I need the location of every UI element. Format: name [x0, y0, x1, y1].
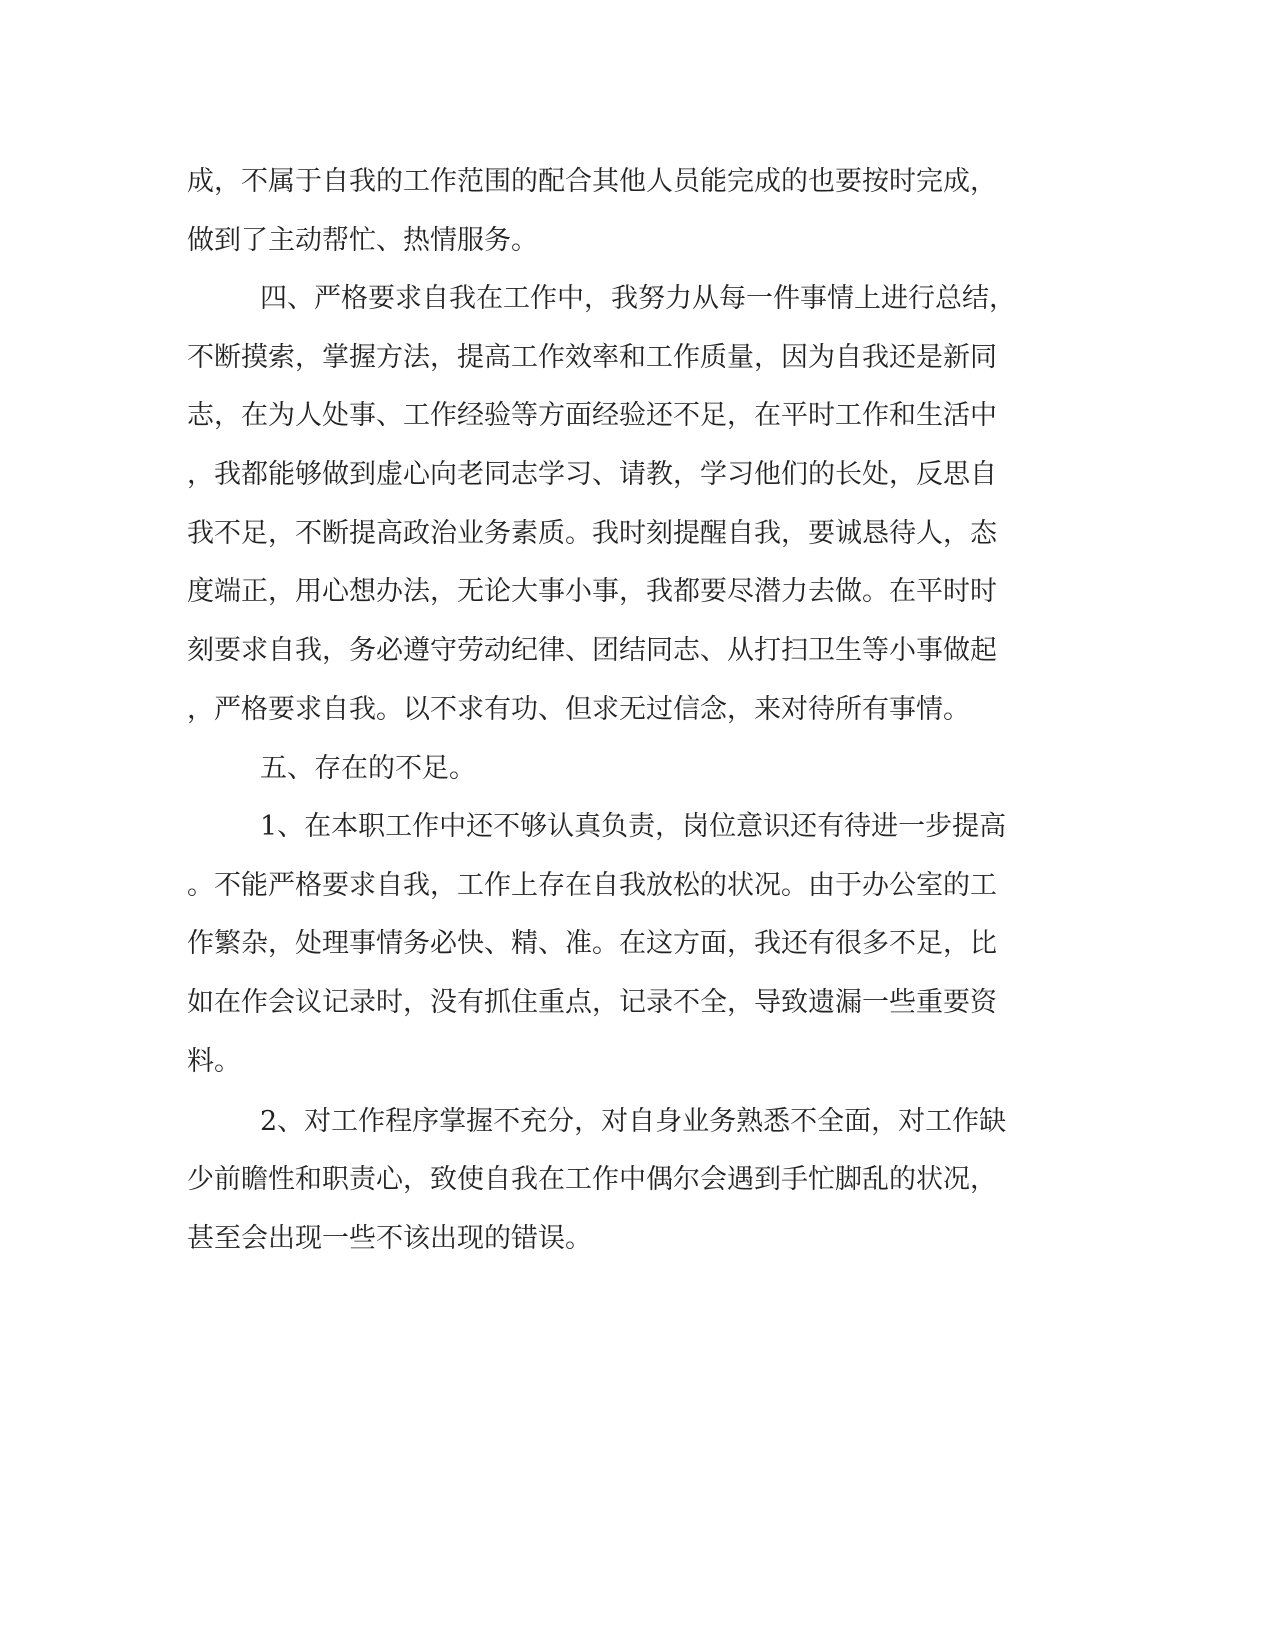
text-line: 作繁杂，处理事情务必快、精、准。在这方面，我还有很多不足，比	[187, 928, 997, 959]
text-line: 度端正，用心想办法，无论大事小事，我都要尽潜力去做。在平时时	[187, 576, 997, 607]
text-line: 志，在为人处事、工作经验等方面经验还不足，在平时工作和生活中	[187, 400, 997, 431]
text-line: 甚至会出现一些不该出现的错误。	[187, 1223, 592, 1254]
section-heading-five: 五、存在的不足。	[260, 753, 476, 784]
text-line: 刻要求自我，务必遵守劳动纪律、团结同志、从打扫卫生等小事做起	[187, 635, 997, 666]
paragraph-heading-four: 四、严格要求自我在工作中，我努力从每一件事情上进行总结，	[260, 283, 1016, 314]
text-line: 。不能严格要求自我，工作上存在自我放松的状况。由于办公室的工	[187, 870, 997, 901]
text-line: 不断摸索，掌握方法，提高工作效率和工作质量，因为自我还是新同	[187, 342, 997, 373]
list-item-one: 1、在本职工作中还不够认真负责，岗位意识还有待进一步提高	[260, 811, 1007, 842]
text-line: ，我都能够做到虚心向老同志学习、请教，学习他们的长处，反思自	[187, 459, 997, 490]
text-line: 少前瞻性和职责心，致使自我在工作中偶尔会遇到手忙脚乱的状况，	[187, 1164, 997, 1195]
text-line: 我不足，不断提高政治业务素质。我时刻提醒自我，要诚恳待人，态	[187, 518, 997, 549]
text-line: 成，不属于自我的工作范围的配合其他人员能完成的也要按时完成，	[187, 166, 997, 197]
text-line: 做到了主动帮忙、热情服务。	[187, 225, 538, 256]
list-item-two: 2、对工作程序掌握不充分，对自身业务熟悉不全面，对工作缺	[260, 1106, 1007, 1137]
text-line: 如在作会议记录时，没有抓住重点，记录不全，导致遗漏一些重要资	[187, 987, 997, 1018]
text-line: ，严格要求自我。以不求有功、但求无过信念，来对待所有事情。	[187, 694, 970, 725]
text-line: 料。	[187, 1046, 241, 1077]
